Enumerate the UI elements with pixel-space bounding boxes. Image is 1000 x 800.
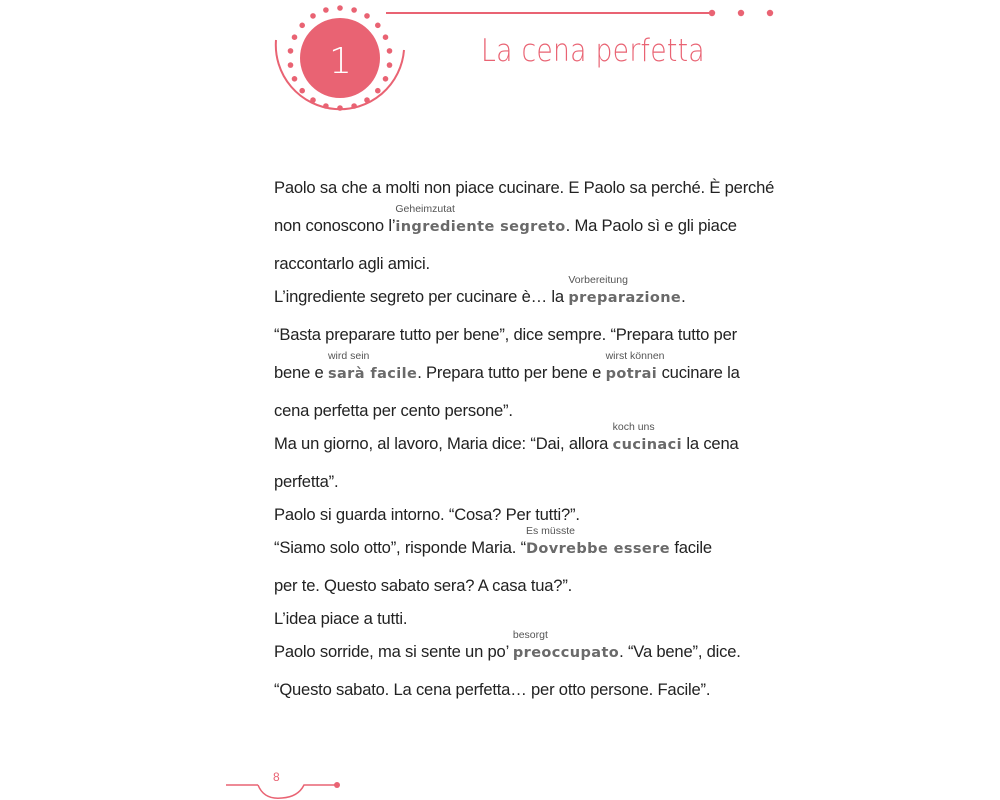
decorative-dot (323, 7, 329, 13)
text-segment: Ma un giorno, al lavoro, Maria dice: “Dai, allora (274, 434, 613, 453)
text-line (274, 525, 754, 576)
vocab-word: Dovrebbe essere (525, 541, 670, 557)
text-segment: Paolo sa che a molti non piace cucinare. E Paolo sa perché. È perché (274, 178, 775, 197)
vocab-term (568, 274, 682, 308)
text-line (274, 350, 754, 401)
story-text (274, 178, 775, 718)
text-segment: facile (669, 538, 712, 557)
chapter-title: La cena perfetta (481, 33, 705, 69)
decorative-dot (292, 34, 298, 40)
vocab-word: preparazione (568, 290, 682, 306)
text-segment: “Questo sabato. La cena perfetta… per otto persone. Facile”. (274, 680, 711, 699)
vocab-gloss: wirst können (605, 350, 665, 362)
text-segment: cucinare la (657, 363, 740, 382)
text-line (274, 680, 754, 718)
vocab-gloss: besorgt (512, 629, 548, 641)
text-segment: “Siamo solo otto”, risponde Maria. “ (274, 538, 526, 557)
text-segment: Paolo sorride, ma si sente un po’ (274, 642, 513, 661)
text-segment: perfetta”. (274, 472, 339, 491)
text-line (274, 421, 754, 472)
text-segment: . (681, 287, 686, 306)
decorative-dot (288, 48, 294, 54)
vocab-word: potrai (605, 366, 658, 382)
vocab-word: ingrediente segreto (395, 219, 566, 235)
vocab-word: sarà facile (327, 366, 418, 382)
text-segment: . “Va bene”, dice. (619, 642, 741, 661)
text-segment: non conoscono l’ (274, 216, 396, 235)
footer-dot (334, 782, 340, 788)
decorative-dot (364, 13, 370, 19)
text-line (274, 254, 754, 287)
vocab-term (512, 629, 620, 663)
text-segment: cena perfetta per cento persone”. (274, 401, 513, 420)
text-segment: L’ingrediente segreto per cucinare è… la (274, 287, 569, 306)
vocab-term (525, 525, 670, 559)
text-segment: la cena (681, 434, 739, 453)
header-dot (767, 10, 773, 16)
footer-decoration (0, 770, 1000, 800)
text-segment: “Basta preparare tutto per bene”, dice sempre. “Prepara tutto per (274, 325, 737, 344)
text-line (274, 505, 754, 538)
decorative-dot (351, 7, 357, 13)
vocab-term (327, 350, 418, 384)
text-line (274, 401, 754, 434)
decorative-dot (288, 62, 294, 68)
vocab-gloss: Es müsste (525, 525, 575, 537)
decorative-dot (337, 5, 343, 11)
footer-arc (258, 785, 336, 798)
header-rule-end-dot (709, 10, 715, 16)
vocab-term (395, 203, 566, 237)
chapter-number: 1 (329, 40, 352, 82)
text-segment: per te. Questo sabato sera? A casa tua?”. (274, 576, 573, 595)
decorative-dot (387, 62, 393, 68)
text-segment: . Prepara tutto per bene e (417, 363, 606, 382)
vocab-gloss: wird sein (327, 350, 370, 362)
vocab-term (605, 350, 665, 384)
text-segment: . Ma Paolo sì e gli piace (565, 216, 737, 235)
vocab-word: preoccupato (512, 645, 620, 661)
page-number: 8 (273, 770, 280, 784)
vocab-gloss: Vorbereitung (568, 274, 628, 286)
text-line (274, 203, 754, 254)
decorative-dot (383, 34, 389, 40)
text-segment: raccontarlo agli amici. (274, 254, 430, 273)
vocab-gloss: Geheimzutat (395, 203, 455, 215)
decorative-dot (383, 76, 389, 82)
text-line (274, 274, 754, 325)
text-line (274, 178, 775, 216)
vocab-word: cucinaci (612, 437, 682, 453)
text-segment: L’idea piace a tutti. (274, 609, 408, 628)
decorative-dot (310, 13, 316, 19)
decorative-dot (387, 48, 393, 54)
decorative-dot (292, 76, 298, 82)
text-line (274, 472, 754, 505)
vocab-term (612, 421, 682, 455)
text-segment: bene e (274, 363, 328, 382)
text-segment: Paolo si guarda intorno. “Cosa? Per tutti?”. (274, 505, 580, 524)
vocab-gloss: koch uns (612, 421, 655, 433)
text-line (274, 629, 754, 680)
header-dot (738, 10, 744, 16)
text-line (274, 576, 754, 609)
